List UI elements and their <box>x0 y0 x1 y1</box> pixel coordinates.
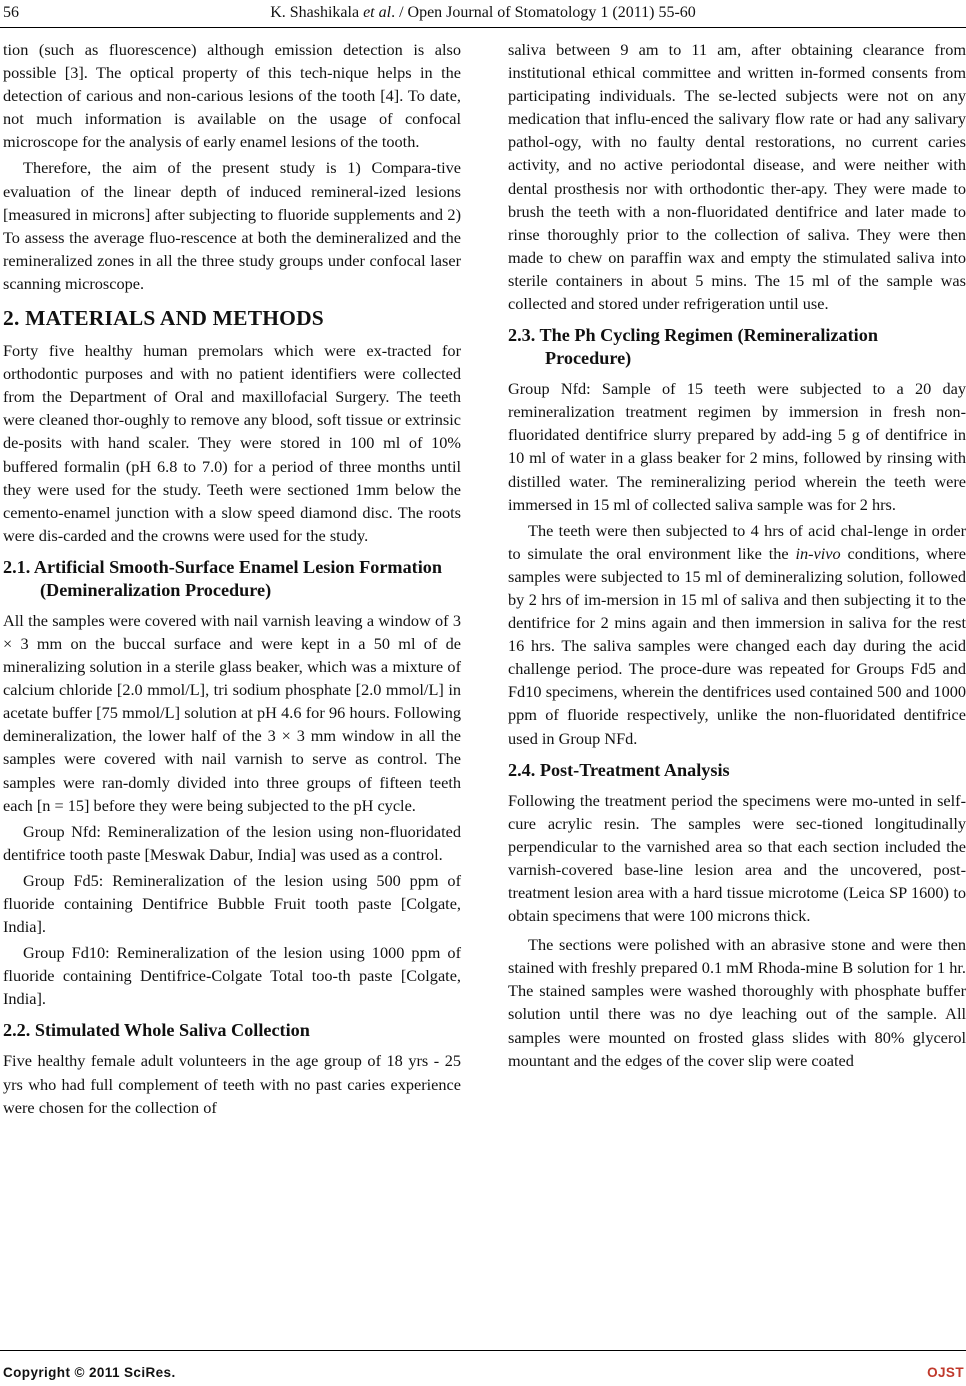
in-vivo-italic: in-vivo <box>795 543 841 563</box>
subsection-heading-2-4: 2.4. Post-Treatment Analysis <box>508 759 730 780</box>
page-footer <box>0 1350 966 1380</box>
subsection-heading-2-3: 2.3. The Ph Cycling Regimen (Remineralization Procedure) <box>508 325 878 369</box>
running-header <box>0 2 966 26</box>
paragraph-acid-challenge <box>508 519 966 750</box>
paragraph-post-treatment: Following the treatment period the specimens were mo-unted in self-cure acrylic resin. The samples were sec-tioned longitudinally perpendicular to the varnished area so that each section included the varnish-covered base-line lesion area and the uncovered, post-treatment lesion area with a hard tissue microtome (Leica SP 1600) to obtain specimens that were 100 microns thick. <box>508 790 966 926</box>
paragraph-group-fd5: Group Fd5: Remineralization of the lesion using 500 ppm of fluoride containing Dentifrice Bubble Fruit tooth paste [Colgate, India]. <box>3 870 461 937</box>
running-title <box>0 4 966 22</box>
paragraph-saliva-continued: saliva between 9 am to 11 am, after obtaining clearance from institutional ethical committee and written in-formed consents from participating individuals. The se-lected subjects were not on any medication that influ-enced the salivary flow rate or had any salivary pathol-ogy, with no faulty dental restorations, no current caries activity, and no active periodontal disease, and were neither with dental prosthesis nor with orthodontic ther-apy. They were made to brush the teeth with a non-fluoridated dentifrice and later made to rinse thoroughly prior to the collection of saliva. They were then made to chew on paraffin wax and empty the stimulated saliva into sterile containers in about 5 mins. The 15 ml of the sample was collected and stored under refrigeration until use. <box>508 40 966 314</box>
acid-challenge-text-start: The teeth were then subjected to 4 hrs of acid chal-lenge in order to simulate the oral environment like the <box>508 520 966 563</box>
paragraph-group-fd10: Group Fd10: Remineralization of the lesion using 1000 ppm of fluoride containing Dentifrice-Colgate Total too-th paste [Colgate, India]. <box>3 943 461 1009</box>
paragraph-staining: The sections were polished with an abrasive stone and were then stained with freshly prepared 0.1 mM Rhoda-mine B solution for 1 hr. The stained samples were washed thoroughly with phosphate buffer solution until there was no dye leaching out of the sample. All samples were mounted on frosted glass slides with 80% glycerol mountant and the edges of the cover slip were coated <box>508 935 966 1070</box>
paragraph-ph-cycling: Group Nfd: Sample of 15 teeth were subjected to a 20 day remineralization treatment regimen by immersion in fresh non-fluoridated dentifrice slurry prepared by add-ing 5 g of dentifrice in 10 ml of water in a glass beaker for 2 mins, followed by rinsing with distilled water. The remineralizing period wherein the teeth were immersed in 15 ml of collected saliva sample was for 2 hrs. <box>508 379 966 514</box>
paragraph-group-nfd: Group Nfd: Remineralization of the lesion using non-fluoridated dentifrice tooth paste [Meswak Dabur, India] was used as a control. <box>3 821 461 864</box>
section-heading-materials-methods: 2. MATERIALS AND METHODS <box>3 306 324 331</box>
et-al: et al <box>363 4 392 21</box>
left-column <box>3 38 461 1119</box>
copyright-notice: Copyright © 2011 SciRes. <box>3 1365 176 1380</box>
subsection-heading-2-1: 2.1. Artificial Smooth-Surface Enamel Lesion Formation (Demineralization Procedure) <box>3 556 442 600</box>
paragraph-saliva-collection: Five healthy female adult volunteers in the age group of 18 yrs - 25 yrs who had full complement of teeth with no past caries experience were chosen for the collection of <box>3 1051 461 1117</box>
journal-citation: . / Open Journal of Stomatology 1 (2011) 55-60 <box>391 4 696 21</box>
authors: K. Shashikala <box>270 4 364 21</box>
acid-challenge-text-rest: conditions, where samples were subjected to 15 ml of demineralizing solution, followed by 2 hrs of im-mersion in 15 ml of saliva and then subjecting it to the dentifrice for 2 mins again and then immersion in saliva for the rest 16 hrs. The saliva samples were changed each day during the acid challenge period. The proce-dure was repeated for Groups Fd5 and Fd10 specimens, wherein the dentifrices used contained 500 and 1000 ppm of fluoride respectively, unlike the non-fluoridated dentifrice used in Group NFd. <box>508 543 966 748</box>
paragraph-aim: Therefore, the aim of the present study is 1) Compara-tive evaluation of the linear depth of induced remineral-ized lesions [measured in microns] after subjecting to fluoride supplements and 2) To assess the average fluo-rescence at both the demineralized and the remineralized zones in all the three study groups under confocal laser scanning microscope. <box>3 158 461 293</box>
header-rule <box>0 27 966 28</box>
right-column <box>508 38 966 1072</box>
page-number: 56 <box>3 4 19 21</box>
journal-abbreviation: OJST <box>927 1365 964 1380</box>
paragraph-continued: tion (such as fluorescence) although emission detection is also possible [3]. The optical property of this tech-nique helps in the detection of carious and non-carious lesions of the tooth [4]. To date, not much information is available on the usage of confocal microscope for the analysis of early enamel lesions of the tooth. <box>3 40 461 152</box>
paragraph-demineralization: All the samples were covered with nail varnish leaving a window of 3 × 3 mm on the buccal surface and were kept in a 50 ml of de mineralizing solution in a sterile glass beaker, which was a mixture of calcium chloride [2.0 mmol/L], tri sodium phosphate [2.0 mmol/L] in acetate buffer [75 mmol/L] solution at pH 4.6 for 96 hours. Following demineralization, the lower half of the 3 × 3 mm window in all the samples were covered with nail varnish to serve as control. The samples were ran-domly divided into three groups of fifteen teeth each [n = 15] before they were being subjected to the pH cycle. <box>3 610 461 815</box>
paragraph-methods: Forty five healthy human premolars which were ex-tracted for orthodontic purposes and with no patient identifiers were collected from the Department of Oral and maxillofacial Surgery. The teeth were cleaned thor-oughly to remove any blood, soft tissue or extrinsic de-posits with hand scaler. They were stored in 100 ml of 10% buffered formalin (pH 6.8 to 7.0) for a period of three months until they were used for the study. Teeth were sectioned 1mm below the cemento-enamel junction with a slow speed diamond disc. The roots were dis-carded and the crowns were used for the study. <box>3 341 461 545</box>
subsection-heading-2-2: 2.2. Stimulated Whole Saliva Collection <box>3 1020 310 1041</box>
